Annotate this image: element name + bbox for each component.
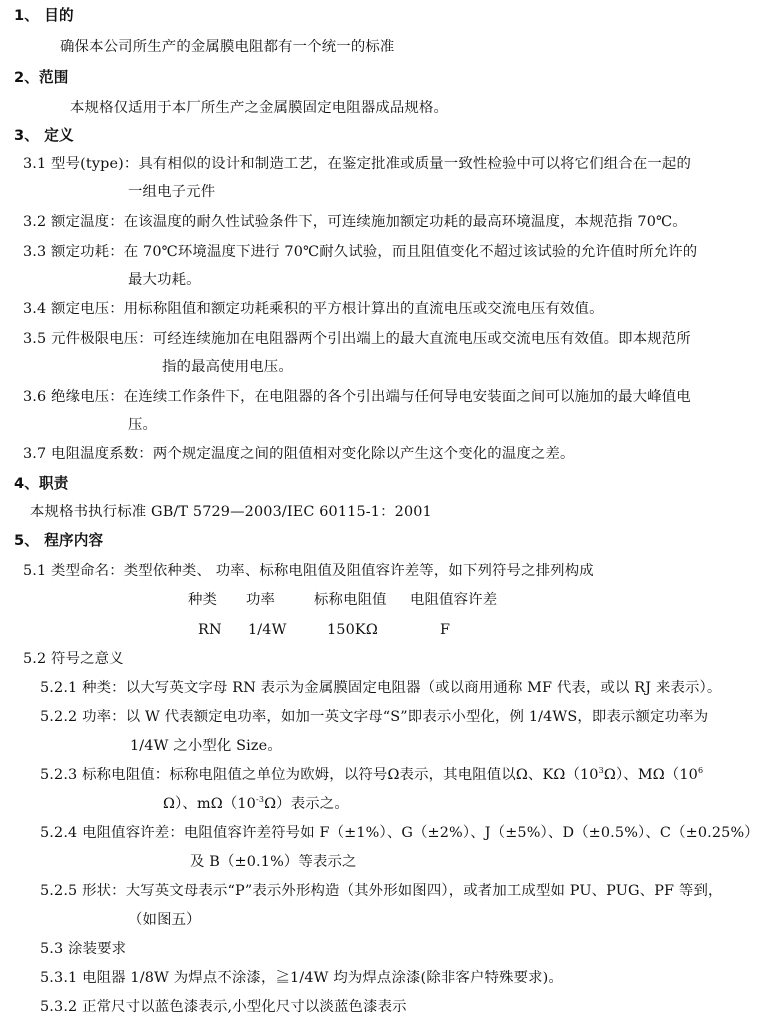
item-5-3: 5.3 涂装要求 — [40, 941, 127, 957]
item-5-2-1: 5.2.1 种类：以大写英文字母 RN 表示为金属膜固定电阻器（或以商用通称 MF 代表，或以 RJ 来表示）。 — [40, 680, 722, 696]
item-5-2-3-text-b: Ω）、MΩ（10 — [603, 767, 698, 783]
item-5-3-2: 5.3.2 正常尺寸以蓝色漆表示,小型化尺寸以淡蓝色漆表示 — [40, 999, 407, 1015]
item-5-2-3-cont — [163, 794, 349, 814]
item-5-1: 5.1 类型命名：类型依种类、 功率、标称电阻值及阻值容许差等，如下列符号之排列构成 — [23, 563, 594, 579]
superscript-exponent: 3 — [598, 766, 604, 776]
definition-3-6: 3.6 绝缘电压：在连续工作条件下，在电阻器的各个引出端与任何导电安装面之间可以施加的最大峰值电 — [23, 389, 691, 405]
item-5-2-4-cont: 及 B（±0.1%）等表示之 — [190, 854, 357, 870]
definition-3-3: 3.3 额定功耗：在 70℃环境温度下进行 70℃耐久试验，而且阻值变化不超过该试验的允许值时所允许的 — [23, 244, 698, 260]
example-value-type: RN — [198, 622, 222, 638]
definition-3-7: 3.7 电阻温度系数：两个规定温度之间的阻值相对变化除以产生这个变化的温度之差。 — [23, 446, 575, 462]
example-value-power: 1/4W — [248, 622, 287, 638]
definition-3-3-cont: 最大功耗。 — [128, 272, 201, 288]
section-3-heading: 3、 定义 — [14, 127, 74, 144]
section-4-heading: 4、职责 — [14, 475, 69, 492]
example-value-resistance: 150KΩ — [327, 622, 378, 638]
item-5-2-3-text-a: 5.2.3 标称电阻值：标称电阻值之单位为欧姆，以符号Ω表示，其电阻值以Ω、KΩ（10 — [40, 767, 599, 783]
definition-3-2: 3.2 额定温度：在该温度的耐久性试验条件下，可连续施加额定功耗的最高环境温度，本规范指 70℃。 — [23, 214, 687, 230]
definition-3-4: 3.4 额定电压：用标称阻值和额定功耗乘积的平方根计算出的直流电压或交流电压有效值。 — [23, 301, 604, 317]
section-1-heading: 1、 目的 — [14, 7, 74, 24]
item-5-2-3-text-c: Ω）、mΩ（10 — [163, 796, 256, 812]
item-5-2-3-text-d: Ω）表示之。 — [264, 796, 349, 812]
definition-3-1-cont: 一组电子元件 — [128, 184, 216, 200]
item-5-2-5: 5.2.5 形状：大写英文母表示“P”表示外形构造（其外形如图四），或者加工成型如 PU、PUG、PF 等到， — [40, 883, 723, 899]
section-1-body: 确保本公司所生产的金属膜电阻都有一个统一的标准 — [60, 39, 395, 55]
example-header-tolerance: 电阻值容许差 — [410, 592, 498, 608]
superscript-exponent: -3 — [256, 795, 265, 805]
example-header-type: 种类 — [188, 592, 218, 608]
item-5-3-1: 5.3.1 电阻器 1/8W 为焊点不涂漆，≧1/4W 均为焊点涂漆(除非客户特殊要求)。 — [40, 970, 563, 986]
example-header-resistance: 标称电阻值 — [314, 592, 387, 608]
section-2-body: 本规格仅适用于本厂所生产之金属膜固定电阻器成品规格。 — [70, 100, 449, 116]
item-5-2-3 — [40, 765, 703, 785]
item-5-2-2: 5.2.2 功率：以 W 代表额定电功率，如加一英文字母“S”即表示小型化，例 1/4WS，即表示额定功率为 — [40, 709, 709, 725]
item-5-2: 5.2 符号之意义 — [23, 651, 124, 667]
definition-3-5: 3.5 元件极限电压：可经连续施加在电阻器两个引出端上的最大直流电压或交流电压有效值。即本规范所 — [23, 331, 691, 347]
definition-3-5-cont: 指的最高使用电压。 — [162, 359, 293, 375]
item-5-2-5-cont: （如图五） — [128, 912, 201, 928]
superscript-exponent: 6 — [697, 766, 704, 776]
item-5-2-2-cont: 1/4W 之小型化 Size。 — [130, 738, 282, 754]
section-5-heading: 5、 程序内容 — [14, 532, 104, 549]
item-5-2-4: 5.2.4 电阻值容许差：电阻值容许差符号如 F（±1%）、G（±2%）、J（±5%）、D（±0.5%）、C（±0.25%） — [40, 825, 759, 841]
example-header-power: 功率 — [246, 592, 276, 608]
definition-3-6-cont: 压。 — [128, 417, 158, 433]
section-2-heading: 2、范围 — [14, 69, 69, 86]
section-4-body: 本规格书执行标准 GB/T 5729—2003/IEC 60115-1：2001 — [30, 504, 432, 520]
definition-3-1: 3.1 型号(type)：具有相似的设计和制造工艺，在鉴定批准或质量一致性检验中可以将它们组合在一起的 — [23, 156, 691, 172]
example-value-tolerance: F — [440, 622, 451, 638]
